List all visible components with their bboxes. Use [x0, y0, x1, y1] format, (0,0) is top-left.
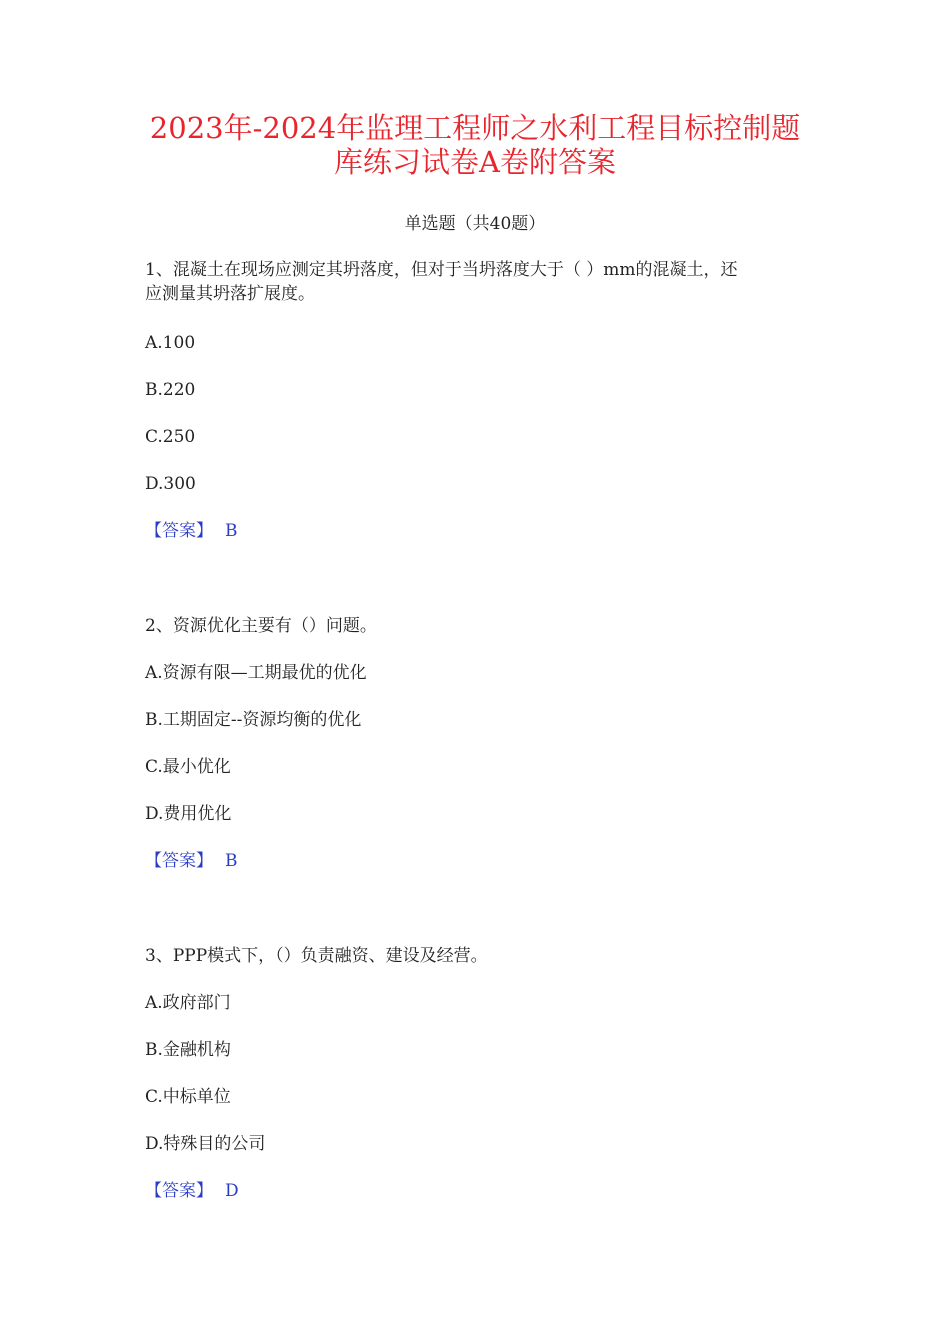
question-1-stem-line-1: 1、混凝土在现场应测定其坍落度，但对于当坍落度大于（ ）mm的混凝土，还	[145, 260, 738, 280]
question-3-option-c: C.中标单位	[145, 1087, 231, 1107]
question-3-stem-line-1: 3、PPP模式下，（）负责融资、建设及经营。	[145, 946, 488, 966]
document-title-line-1: 2023年-2024年监理工程师之水利工程目标控制题	[149, 111, 801, 145]
answer-value: B	[225, 851, 238, 871]
question-2-option-b: B.工期固定--资源均衡的优化	[145, 710, 362, 730]
answer-value: D	[225, 1181, 239, 1201]
question-1-answer	[145, 520, 238, 542]
question-2-option-a: A.资源有限—工期最优的优化	[145, 663, 367, 683]
question-3-option-d: D.特殊目的公司	[145, 1134, 266, 1154]
question-2-stem-line-1: 2、资源优化主要有（）问题。	[145, 616, 377, 636]
answer-label: 【答案】	[145, 851, 213, 871]
question-1-option-b: B.220	[145, 380, 196, 400]
question-3-stem	[145, 944, 825, 968]
section-heading: 单选题（共40题）	[404, 214, 546, 234]
question-3-option-b: B.金融机构	[145, 1040, 231, 1060]
question-2-answer	[145, 850, 238, 872]
question-2-option-d: D.费用优化	[145, 804, 232, 824]
question-1-option-d: D.300	[145, 474, 196, 494]
question-1-option-a: A.100	[145, 333, 196, 353]
question-3-option-a: A.政府部门	[145, 993, 231, 1013]
answer-label: 【答案】	[145, 1181, 213, 1201]
question-1-stem	[145, 258, 825, 306]
answer-value: B	[225, 521, 238, 541]
answer-label: 【答案】	[145, 521, 213, 541]
question-2-stem	[145, 614, 825, 638]
question-3-answer	[145, 1180, 239, 1202]
question-2-option-c: C.最小优化	[145, 757, 231, 777]
question-1-stem-line-2: 应测量其坍落扩展度。	[145, 284, 315, 304]
document-title-line-2: 库练习试卷A卷附答案	[334, 145, 616, 179]
question-1-option-c: C.250	[145, 427, 196, 447]
